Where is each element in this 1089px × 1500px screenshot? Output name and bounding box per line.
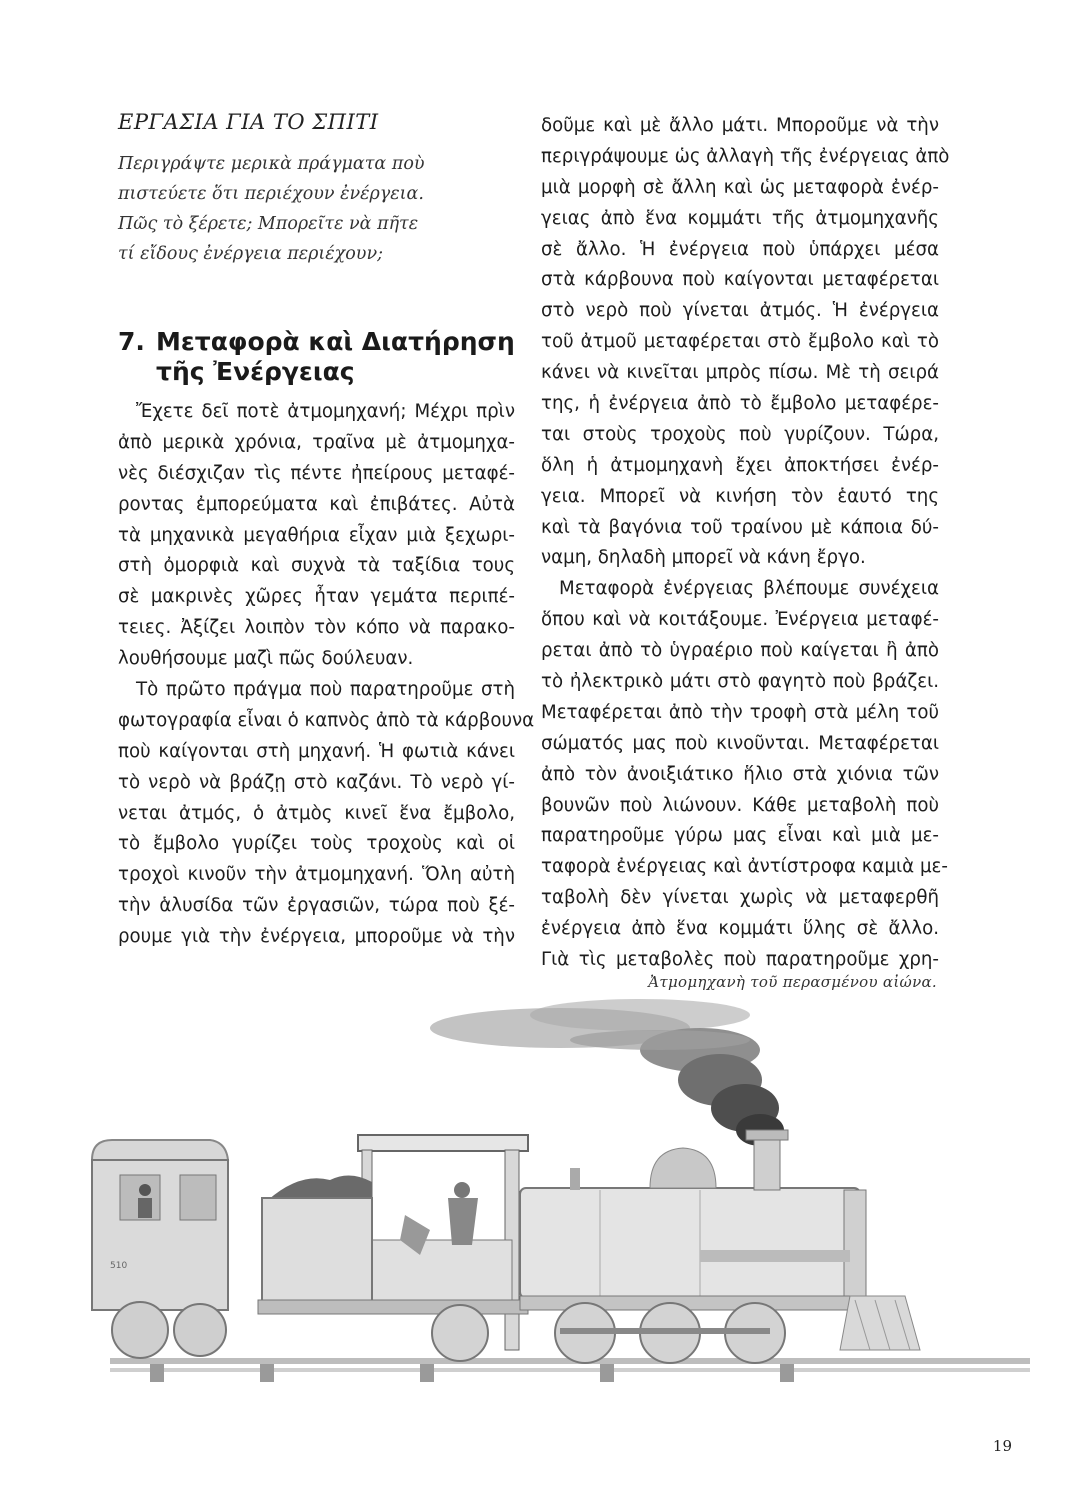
text-line: της, ἡ ἐνέργεια ἀπὸ τὸ ἔμβολο μεταφέρε-: [541, 393, 939, 415]
text-line: ταβολὴ δὲν γίνεται χωρὶς νὰ μεταφερθῆ: [541, 887, 939, 909]
text-line: ρουμε γιὰ τὴν ἐνέργεια, μποροῦμε νὰ τὴν: [118, 926, 515, 948]
railway-track: [110, 1358, 1030, 1382]
text-line: στὸ νερὸ ποὺ γίνεται ἀτμός. Ἡ ἐνέργεια: [541, 300, 939, 322]
text-line: ροντας ἐμπορεύματα καὶ ἐπιβάτες. Αὐτὰ: [118, 493, 515, 515]
text-line: ἀπὸ τὸν ἀνοιξιάτικο ἥλιο στὰ χιόνια τῶν: [541, 763, 939, 785]
figure-caption: Ἀτμομηχανὴ τοῦ περασμένου αἰώνα.: [648, 973, 937, 991]
text-line: ναμη, δηλαδὴ μπορεῖ νὰ κάνη ἔργο.: [541, 547, 866, 569]
car-number: 510: [110, 1261, 128, 1271]
text-line: ὅλη ἡ ἀτμομηχανὴ ἔχει ἀποκτήσει ἐνέρ-: [541, 454, 939, 476]
text-line: περιγράψουμε ὡς ἀλλαγὴ τῆς ἐνέργειας ἀπὸ: [541, 145, 950, 167]
homework-line: πιστεύετε ὅτι περιέχουν ἐνέργεια.: [118, 184, 424, 204]
section-title-line1: Μεταφορὰ καὶ Διατήρηση: [156, 327, 515, 356]
text-line: στὴ ὀμορφιὰ καὶ συχνὰ τὰ ταξίδια τους: [118, 555, 515, 577]
homework-line: Περιγράψτε μερικὰ πράγματα ποὺ: [118, 154, 425, 174]
text-line: τὸ ἔμβολο γυρίζει τοὺς τροχοὺς καὶ οἱ: [118, 833, 515, 855]
text-line: τὴν ἁλυσίδα τῶν ἐργασιῶν, τώρα ποὺ ξέ-: [118, 895, 515, 917]
text-line: στὰ κάρβουνα ποὺ καίγονται μεταφέρεται: [541, 269, 939, 291]
text-line: σὲ ἄλλο. Ἡ ἐνέργεια ποὺ ὑπάρχει μέσα: [541, 238, 939, 260]
text-line: σὲ μακρινὲς χῶρες ἦταν γεμάτα περιπέ-: [118, 586, 515, 608]
text-line: Μεταφέρεται ἀπὸ τὴν τροφὴ στὰ μέλη τοῦ: [541, 701, 939, 723]
text-line: φωτογραφία εἶναι ὁ καπνὸς ἀπὸ τὰ κάρβουνα: [118, 709, 535, 731]
text-line: γεια. Μπορεῖ νὰ κινήση τὸν ἑαυτό της: [541, 485, 939, 507]
text-line: τὸ νερὸ νὰ βράζῃ στὸ καζάνι. Τὸ νερὸ γί-: [118, 771, 515, 793]
text-line: ἐνέργεια ἀπὸ ἕνα κομμάτι ὕλης σὲ ἄλλο.: [541, 918, 939, 940]
text-line: ἀπὸ μερικὰ χρόνια, τραῖνα μὲ ἀτμομηχα-: [118, 431, 515, 453]
text-line: Μεταφορὰ ἐνέργειας βλέπουμε συνέχεια: [559, 578, 939, 600]
text-line: ται στοὺς τροχοὺς ποὺ γυρίζουν. Τώρα,: [541, 423, 939, 445]
text-line: μιὰ μορφὴ σὲ ἄλλη καὶ ὡς μεταφορὰ ἐνέρ-: [541, 176, 939, 198]
homework-text: [118, 149, 515, 269]
text-line: νὲς διέσχιζαν τὶς πέντε ἠπείρους μεταφέ-: [118, 462, 515, 484]
text-line: Ἔχετε δεῖ ποτὲ ἀτμομηχανή; Μέχρι πρὶν: [136, 401, 515, 422]
homework-title: ΕΡΓΑΣΙΑ ΓΙΑ ΤΟ ΣΠΙΤΙ: [118, 110, 379, 134]
section-number: 7.: [118, 327, 145, 356]
left-column-text: [118, 397, 535, 953]
text-line: τειες. Ἀξίζει λοιπὸν τὸν κόπο νὰ παρακο-: [118, 617, 515, 639]
text-line: ποὺ καίγονται στὴ μηχανή. Ἡ φωτιὰ κάνει: [118, 740, 515, 762]
text-line: γειας ἀπὸ ἕνα κομμάτι τῆς ἀτμομηχανῆς: [541, 207, 939, 229]
text-line: λουθήσουμε μαζὶ πῶς δούλευαν.: [118, 648, 414, 670]
homework-line: τί εἴδους ἐνέργεια περιέχουν;: [118, 244, 383, 264]
text-line: παρατηροῦμε γύρω μας εἶναι καὶ μιὰ με-: [541, 825, 939, 847]
text-line: ρεται ἀπὸ τὸ ὑγραέριο ποὺ καίγεται ἢ ἀπὸ: [541, 640, 939, 662]
text-line: τὸ ἠλεκτρικὸ μάτι στὸ φαγητὸ ποὺ βράζει.: [541, 671, 939, 693]
text-line: σώματός μας ποὺ κινοῦνται. Μεταφέρεται: [541, 732, 939, 754]
text-line: δοῦμε καὶ μὲ ἄλλο μάτι. Μποροῦμε νὰ τὴν: [541, 115, 939, 136]
passenger-car: [92, 1140, 228, 1358]
text-line: ταφορὰ ἐνέργειας καὶ ἀντίστροφα καμιὰ με-: [541, 856, 948, 878]
section-heading: [118, 327, 515, 387]
text-line: τὰ μηχανικὰ μεγαθήρια εἶχαν μιὰ ξεχωρι-: [118, 524, 515, 546]
text-line: τοῦ ἀτμοῦ μεταφέρεται στὸ ἔμβολο καὶ τὸ: [541, 331, 939, 353]
text-line: βουνῶν ποὺ λιώνουν. Κάθε μεταβολὴ ποὺ: [541, 794, 939, 816]
text-line: καὶ τὰ βαγόνια τοῦ τραίνου μὲ κάποια δύ-: [541, 516, 939, 538]
text-line: Γιὰ τὶς μεταβολὲς ποὺ παρατηροῦμε χρη-: [541, 949, 939, 971]
locomotive-illustration: [0, 985, 1089, 1405]
text-line: νεται ἀτμός, ὁ ἀτμὸς κινεῖ ἕνα ἔμβολο,: [118, 802, 515, 824]
section-title-line2: τῆς Ἐνέργειας: [156, 357, 355, 386]
boiler: [520, 1130, 866, 1298]
text-line: κάνει νὰ κινεῖται μπρὸς πίσω. Μὲ τὴ σειρά: [541, 362, 939, 384]
right-column-text: [541, 111, 950, 976]
smoke-plume: [430, 999, 784, 1146]
homework-line: Πῶς τὸ ξέρετε; Μπορεῖτε νὰ πῆτε: [118, 214, 419, 234]
text-line: ὅπου καὶ νὰ κοιτάξουμε. Ἐνέργεια μεταφέ-: [541, 609, 939, 631]
text-line: τροχοὶ κινοῦν τὴν ἀτμομηχανή. Ὅλη αὐτὴ: [118, 864, 515, 886]
page-number: 19: [992, 1437, 1012, 1455]
text-line: Τὸ πρῶτο πράγμα ποὺ παρατηροῦμε στὴ: [136, 679, 515, 701]
